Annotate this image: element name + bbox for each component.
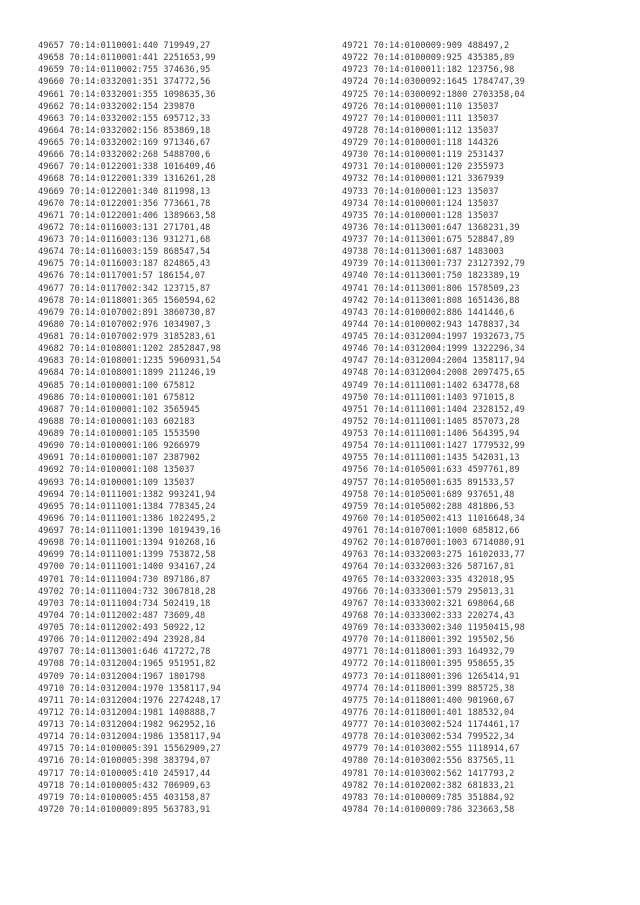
- list-item: 49677 70:14:0117002:342 123715,87: [38, 283, 211, 294]
- list-item: 49778 70:14:0103002:534 799522,34: [342, 732, 515, 743]
- list-item: 49774 70:14:0118001:399 885725,38: [342, 683, 515, 694]
- list-item: 49671 70:14:0122001:406 1389663,58: [38, 210, 216, 221]
- list-item: 49696 70:14:0111001:1386 1022495,2: [38, 513, 216, 524]
- list-item: 49690 70:14:0100001:106 9266979: [38, 441, 200, 452]
- list-item: 49676 70:14:0117001:57 186154,07: [38, 271, 206, 282]
- list-item: 49670 70:14:0122001:356 773661,78: [38, 198, 211, 209]
- list-item: 49758 70:14:0105001:689 937651,48: [342, 489, 515, 500]
- list-item: 49658 70:14:0110001:441 2251653,99: [38, 53, 216, 64]
- list-item: 49659 70:14:0110002:755 374636,95: [38, 65, 211, 76]
- list-item: 49740 70:14:0113001:750 1823389,19: [342, 271, 520, 282]
- list-item: 49720 70:14:0100009:895 563783,91: [38, 804, 211, 815]
- list-item: 49715 70:14:0100005:391 15562909,27: [38, 744, 221, 755]
- list-item: 49725 70:14:0300092:1800 2703358,04: [342, 89, 525, 100]
- list-item: 49751 70:14:0111001:1404 2328152,49: [342, 404, 525, 415]
- list-item: 49695 70:14:0111001:1384 778345,24: [38, 501, 216, 512]
- list-item: 49687 70:14:0100001:102 3565945: [38, 404, 200, 415]
- list-item: 49782 70:14:0102002:382 681833,21: [342, 780, 515, 791]
- list-item: 49718 70:14:0100005:432 706909,63: [38, 780, 211, 791]
- list-item: 49704 70:14:0112002:487 73609,48: [38, 610, 206, 621]
- list-item: 49739 70:14:0113001:737 23127392,79: [342, 259, 525, 270]
- list-item: 49736 70:14:0113001:647 1368231,39: [342, 222, 520, 233]
- list-item: 49726 70:14:0100001:110 135037: [342, 101, 499, 112]
- list-item: 49781 70:14:0103002:562 1417793,2: [342, 768, 515, 779]
- list-item: 49691 70:14:0100001:107 2387902: [38, 453, 200, 464]
- list-item: 49777 70:14:0103002:524 1174461,17: [342, 720, 520, 730]
- list-item: 49734 70:14:0100001:124 135037: [342, 198, 499, 209]
- list-item: 49724 70:14:0300092:1645 1784747,39: [342, 77, 525, 88]
- list-item: 49776 70:14:0118001:401 188532,04: [342, 707, 515, 718]
- list-item: 49703 70:14:0111004:734 502419,18: [38, 598, 211, 609]
- list-item: 49682 70:14:0108001:1202 2852847,98: [38, 344, 221, 355]
- list-item: 49688 70:14:0100001:103 602183: [38, 416, 195, 427]
- list-item: 49711 70:14:0312004:1976 2274248,17: [38, 695, 221, 706]
- list-item: 49783 70:14:0100009:785 351884,92: [342, 792, 515, 803]
- list-item: 49716 70:14:0100005:398 383794,07: [38, 756, 211, 767]
- list-item: 49710 70:14:0312004:1970 1358117,94: [38, 683, 221, 694]
- list-item: 49746 70:14:0312004:1999 1322296,34: [342, 344, 525, 355]
- list-item: 49683 70:14:0108001:1235 5960931,54: [38, 356, 221, 367]
- list-item: 49694 70:14:0111001:1382 993241,94: [38, 489, 216, 500]
- list-item: 49772 70:14:0118001:395 958655,35: [342, 659, 515, 670]
- list-item: 49784 70:14:0100009:786 323663,58: [342, 804, 515, 815]
- list-item: 49732 70:14:0100001:121 3367939: [342, 174, 504, 185]
- list-item: 49668 70:14:0122001:339 1316261,28: [38, 174, 216, 185]
- list-item: 49737 70:14:0113001:675 528847,89: [342, 235, 515, 245]
- list-item: 49743 70:14:0100002:886 1441446,6: [342, 307, 515, 318]
- list-item: 49762 70:14:0107001:1003 6714080,91: [342, 538, 525, 549]
- list-item: 49779 70:14:0103002:555 1118914,67: [342, 744, 520, 755]
- list-item: 49657 70:14:0110001:440 719949,27: [38, 41, 211, 51]
- list-item: 49761 70:14:0107001:1000 685812,66: [342, 526, 520, 536]
- list-item: 49727 70:14:0100001:111 135037: [342, 113, 499, 124]
- list-item: 49675 70:14:0116003:187 824865,43: [38, 259, 211, 270]
- list-item: 49701 70:14:0111004:730 897186,87: [38, 574, 211, 585]
- list-item: 49708 70:14:0312004:1965 951951,82: [38, 659, 216, 670]
- list-item: 49666 70:14:0332002:268 5488700,6: [38, 150, 211, 161]
- list-item: 49752 70:14:0111001:1405 857073,28: [342, 416, 520, 427]
- list-item: 49700 70:14:0111001:1400 934167,24: [38, 562, 216, 573]
- list-item: 49713 70:14:0312004:1982 962952,16: [38, 720, 216, 730]
- list-item: 49759 70:14:0105002:288 481806,53: [342, 501, 515, 512]
- list-item: 49764 70:14:0332003:326 587167,81: [342, 562, 515, 573]
- list-item: 49709 70:14:0312004:1967 1801798: [38, 671, 206, 682]
- list-item: 49692 70:14:0100001:108 135037: [38, 465, 195, 476]
- list-item: 49669 70:14:0122001:340 811998,13: [38, 186, 211, 197]
- list-item: 49780 70:14:0103002:556 837565,11: [342, 756, 515, 767]
- list-item: 49706 70:14:0112002:494 23928,84: [38, 635, 206, 646]
- list-item: 49763 70:14:0332003:275 16102033,77: [342, 550, 525, 561]
- list-item: 49742 70:14:0113001:808 1651436,88: [342, 295, 520, 306]
- list-item: 49661 70:14:0332001:355 1098635,36: [38, 89, 216, 100]
- list-item: 49702 70:14:0111004:732 3067818,28: [38, 586, 216, 597]
- list-item: 49667 70:14:0122001:338 1016409,46: [38, 162, 216, 173]
- list-item: 49699 70:14:0111001:1399 753872,58: [38, 550, 216, 561]
- list-item: 49741 70:14:0113001:806 1578509,23: [342, 283, 520, 294]
- list-item: 49674 70:14:0116003:159 868547,54: [38, 247, 211, 258]
- list-item: 49678 70:14:0118001:365 1560594,62: [38, 295, 216, 306]
- list-item: 49693 70:14:0100001:109 135037: [38, 477, 195, 488]
- list-item: 49698 70:14:0111001:1394 910268,16: [38, 538, 216, 549]
- list-item: 49662 70:14:0332002:154 239870: [38, 101, 195, 112]
- list-item: 49765 70:14:0332003:335 432018,95: [342, 574, 515, 585]
- list-item: 49770 70:14:0118001:392 195502,56: [342, 635, 515, 646]
- list-item: 49775 70:14:0118001:400 901960,67: [342, 695, 515, 706]
- list-item: 49745 70:14:0312004:1997 1932673,75: [342, 332, 525, 342]
- list-item: 49753 70:14:0111001:1406 564395,94: [342, 429, 520, 439]
- list-item: 49681 70:14:0107002:979 3185283,61: [38, 332, 216, 342]
- list-item: 49686 70:14:0100001:101 675812: [38, 392, 195, 403]
- list-item: 49685 70:14:0100001:100 675812: [38, 380, 195, 391]
- list-item: 49738 70:14:0113001:687 1483003: [342, 247, 504, 258]
- list-item: 49771 70:14:0118001:393 164932,79: [342, 647, 515, 658]
- left-column: [38, 40, 221, 816]
- list-item: 49760 70:14:0105002:413 11016648,34: [342, 513, 525, 524]
- list-item: 49728 70:14:0100001:112 135037: [342, 125, 499, 136]
- list-item: 49707 70:14:0113001:646 417272,78: [38, 647, 211, 658]
- list-item: 49663 70:14:0332002:155 695712,33: [38, 113, 211, 124]
- list-item: 49735 70:14:0100001:128 135037: [342, 210, 499, 221]
- list-item: 49680 70:14:0107002:976 1034907,3: [38, 319, 211, 330]
- list-item: 49664 70:14:0332002:156 853869,18: [38, 125, 211, 136]
- list-item: 49768 70:14:0333002:333 220274,43: [342, 610, 515, 621]
- list-item: 49730 70:14:0100001:119 2531437: [342, 150, 504, 161]
- list-item: 49672 70:14:0116003:131 271701,48: [38, 222, 211, 233]
- list-item: 49689 70:14:0100001:105 1553590: [38, 429, 200, 439]
- list-item: 49756 70:14:0105001:633 4597761,89: [342, 465, 520, 476]
- list-item: 49717 70:14:0100005:410 245917,44: [38, 768, 211, 779]
- list-item: 49673 70:14:0116003:136 931271,68: [38, 235, 211, 245]
- list-item: 49766 70:14:0333001:579 295013,31: [342, 586, 515, 597]
- list-item: 49749 70:14:0111001:1402 634778,68: [342, 380, 520, 391]
- list-item: 49660 70:14:0332001:351 374772,56: [38, 77, 211, 88]
- list-item: 49697 70:14:0111001:1390 1019439,16: [38, 526, 221, 536]
- list-item: 49750 70:14:0111001:1403 971015,8: [342, 392, 515, 403]
- list-item: 49684 70:14:0108001:1899 211246,19: [38, 368, 216, 379]
- right-column: [342, 40, 525, 816]
- list-item: 49754 70:14:0111001:1427 1779532,99: [342, 441, 525, 452]
- list-item: 49719 70:14:0100005:455 403158,87: [38, 792, 211, 803]
- list-item: 49723 70:14:0100011:182 123756,98: [342, 65, 515, 76]
- list-item: 49755 70:14:0111001:1435 542031,13: [342, 453, 520, 464]
- list-item: 49679 70:14:0107002:891 3860730,87: [38, 307, 216, 318]
- list-item: 49721 70:14:0100009:909 488497,2: [342, 41, 510, 51]
- list-item: 49773 70:14:0118001:396 1265414,91: [342, 671, 520, 682]
- list-item: 49705 70:14:0112002:493 50922,12: [38, 623, 206, 633]
- list-item: 49714 70:14:0312004:1986 1358117,94: [38, 732, 221, 743]
- list-item: 49729 70:14:0100001:118 144326: [342, 138, 499, 148]
- list-item: 49733 70:14:0100001:123 135037: [342, 186, 499, 197]
- list-item: 49747 70:14:0312004:2004 1358117,94: [342, 356, 525, 367]
- list-item: 49769 70:14:0333002:340 11950415,98: [342, 623, 525, 633]
- list-item: 49712 70:14:0312004:1981 1408888,7: [38, 707, 216, 718]
- list-item: 49744 70:14:0100002:943 1478837,34: [342, 319, 520, 330]
- list-item: 49731 70:14:0100001:120 2355973: [342, 162, 504, 173]
- list-item: 49757 70:14:0105001:635 891533,57: [342, 477, 515, 488]
- list-item: 49665 70:14:0332002:169 971346,67: [38, 138, 211, 148]
- list-item: 49748 70:14:0312004:2008 2097475,65: [342, 368, 525, 379]
- list-item: 49722 70:14:0100009:925 435385,89: [342, 53, 515, 64]
- list-item: 49767 70:14:0333002:321 698064,68: [342, 598, 515, 609]
